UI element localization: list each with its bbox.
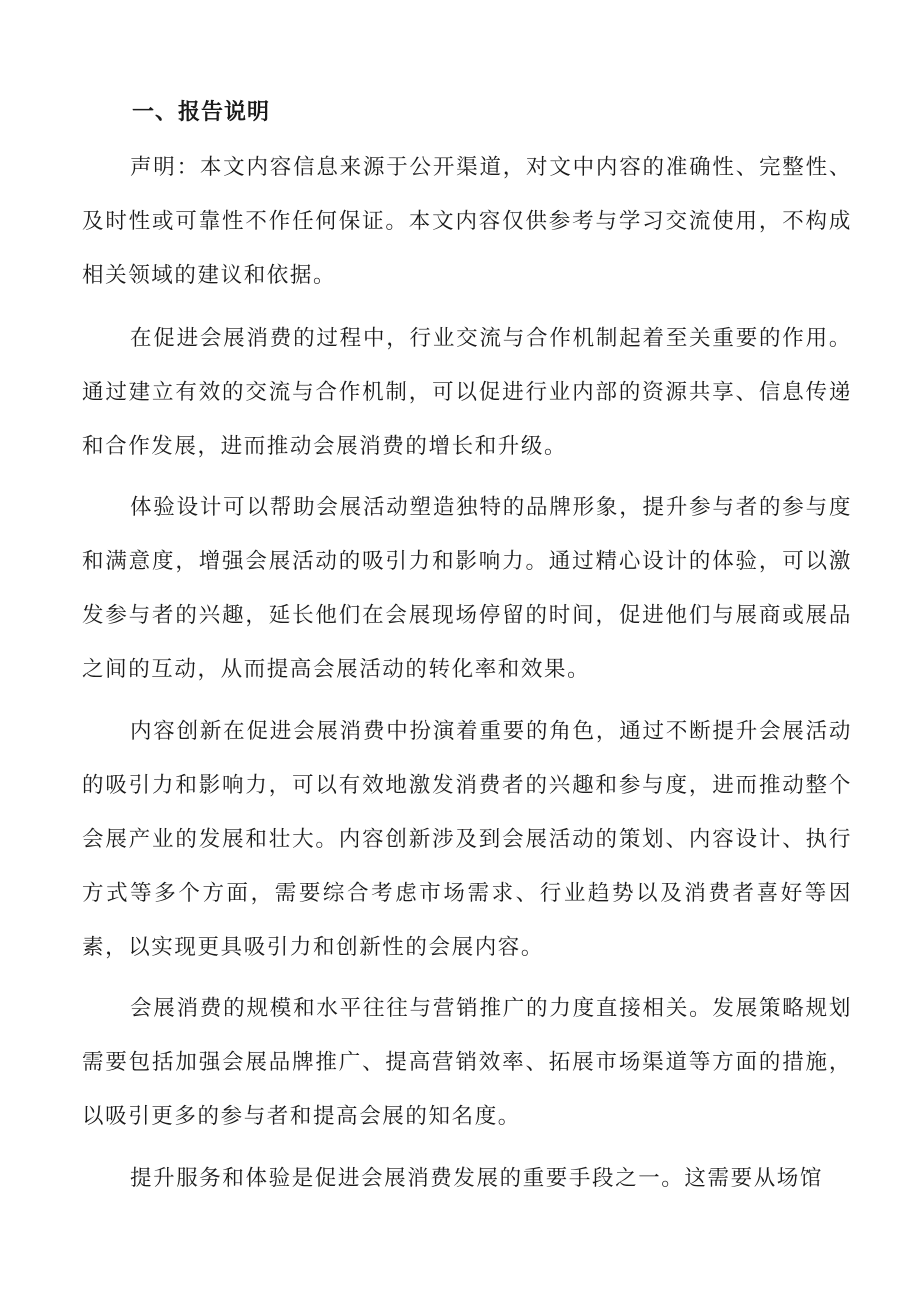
paragraph-disclaimer: 声明：本文内容信息来源于公开渠道，对文中内容的准确性、完整性、及时性或可靠性不作任何保证。本文内容仅供参考与学习交流使用，不构成相关领域的建议和依据。: [82, 155, 852, 288]
paragraph-marketing: 会展消费的规模和水平往往与营销推广的力度直接相关。发展策略规划需要包括加强会展品牌推广、提高营销效率、拓展市场渠道等方面的措施，以吸引更多的参与者和提高会展的知名度。: [82, 996, 852, 1129]
paragraph-experience-design: 体验设计可以帮助会展活动塑造独特的品牌形象，提升参与者的参与度和满意度，增强会展活动的吸引力和影响力。通过精心设计的体验，可以激发参与者的兴趣，延长他们在会展现场停留的时间，促进他们与展商或展品之间的互动，从而提高会展活动的转化率和效果。: [82, 495, 852, 682]
paragraph-service: 提升服务和体验是促进会展消费发展的重要手段之一。这需要从场馆: [130, 1166, 824, 1191]
paragraph-content-innovation: 内容创新在促进会展消费中扮演着重要的角色，通过不断提升会展活动的吸引力和影响力，可以有效地激发消费者的兴趣和参与度，进而推动整个会展产业的发展和壮大。内容创新涉及到会展活动的策划、内容设计、执行方式等多个方面，需要综合考虑市场需求、行业趋势以及消费者喜好等因素，以实现更具吸引力和创新性的会展内容。: [82, 719, 852, 960]
paragraph-cooperation: 在促进会展消费的过程中，行业交流与合作机制起着至关重要的作用。通过建立有效的交流与合作机制，可以促进行业内部的资源共享、信息传递和合作发展，进而推动会展消费的增长和升级。: [82, 326, 852, 459]
section-heading: 一、报告说明: [132, 100, 271, 125]
